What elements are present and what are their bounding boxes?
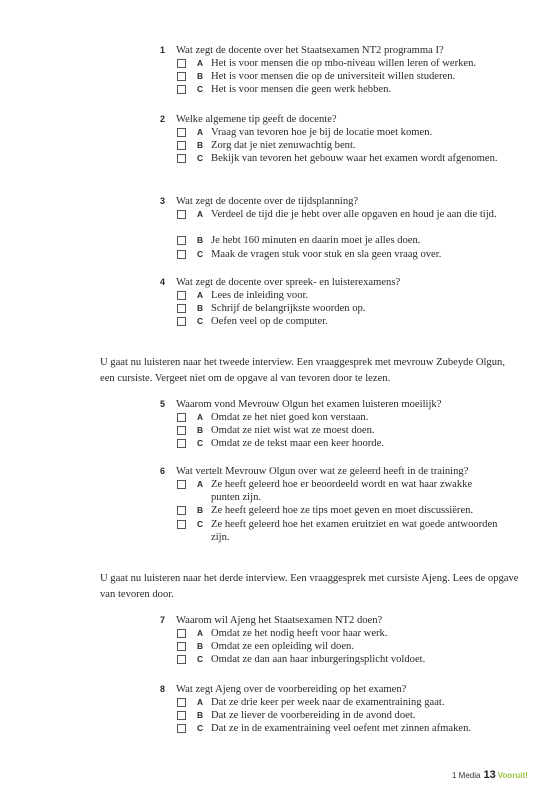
question-3 (160, 195, 510, 261)
option-letter: A (197, 697, 204, 707)
option-letter: C (197, 438, 204, 449)
answer-checkbox[interactable] (177, 210, 186, 219)
option-text: Oefen veel op de computer. (211, 316, 328, 328)
option-text: Dat ze liever de voorbereiding in de avond doet. (211, 710, 416, 722)
option-a[interactable] (160, 478, 510, 504)
question-text: Waarom wil Ajeng het Staatsexamen NT2 doen? (176, 615, 383, 626)
option-text: Omdat ze een opleiding wil doen. (211, 641, 354, 653)
option-c[interactable] (160, 248, 510, 261)
option-text: Maak de vragen stuk voor stuk en sla geen vraag over. (211, 248, 442, 260)
option-letter: B (197, 71, 204, 82)
option-b[interactable] (160, 504, 510, 517)
option-letter: A (197, 412, 204, 422)
question-number: 1 (160, 45, 166, 55)
answer-checkbox[interactable] (177, 724, 186, 733)
question-6 (160, 465, 510, 544)
option-text: Verdeel de tijd die je hebt over alle opgaven en houd je aan die tijd. (211, 209, 497, 220)
option-text: Omdat ze het niet goed kon verstaan. (211, 412, 369, 423)
option-letter: B (197, 425, 204, 436)
option-letter: C (197, 518, 204, 529)
answer-checkbox[interactable] (177, 59, 186, 68)
option-letter: C (197, 84, 204, 95)
option-b[interactable] (160, 139, 510, 152)
answer-checkbox[interactable] (177, 629, 186, 638)
answer-checkbox[interactable] (177, 250, 186, 259)
question-text: Wat zegt de docente over de tijdsplanning? (176, 196, 359, 207)
question-number: 8 (160, 684, 166, 694)
option-letter: C (197, 654, 204, 665)
option-text: Ze heeft geleerd hoe het examen eruitziet en wat goede antwoorden zijn. (211, 518, 498, 543)
option-text: Schrijf de belangrijkste woorden op. (211, 303, 366, 315)
option-a[interactable] (160, 289, 510, 302)
question-header (160, 276, 510, 289)
answer-checkbox[interactable] (177, 154, 186, 163)
answer-checkbox[interactable] (177, 506, 186, 515)
option-c[interactable] (160, 315, 510, 328)
option-c[interactable] (160, 722, 510, 735)
option-letter: A (197, 58, 204, 68)
option-a[interactable] (160, 57, 510, 70)
option-text: Het is voor mensen die op de universiteit willen studeren. (211, 71, 456, 83)
answer-checkbox[interactable] (177, 711, 186, 720)
answer-checkbox[interactable] (177, 480, 186, 489)
option-c[interactable] (160, 152, 510, 178)
option-text: Lees de inleiding voor. (211, 290, 309, 301)
option-text: Omdat ze het nodig heeft voor haar werk. (211, 628, 388, 639)
option-letter: B (197, 505, 204, 516)
answer-checkbox[interactable] (177, 304, 186, 313)
option-text: Dat ze drie keer per week naar de examentraining gaat. (211, 697, 445, 708)
question-text: Wat zegt de docente over spreek- en luisterexamens? (176, 277, 401, 288)
section-label: 1 Media (452, 771, 481, 780)
option-text: Het is voor mensen die op mbo-niveau willen leren of werken. (211, 58, 477, 69)
option-letter: B (197, 641, 204, 652)
option-c[interactable] (160, 653, 510, 666)
answer-checkbox[interactable] (177, 655, 186, 664)
option-a[interactable] (160, 411, 510, 424)
question-header (160, 398, 510, 411)
option-letter: A (197, 479, 204, 489)
option-a[interactable] (160, 627, 510, 640)
option-text: Bekijk van tevoren het gebouw waar het examen wordt afgenomen. (211, 153, 498, 165)
option-c[interactable] (160, 437, 510, 450)
option-text: Je hebt 160 minuten en daarin moet je alles doen. (211, 235, 421, 247)
instruction-interview-2: U gaat nu luisteren naar het tweede interview. Een vraaggesprek met mevrouw Zubeyde Olgun, een cursiste. Vergeet niet om de opgave al van tevoren door te lezen. (100, 357, 505, 384)
option-text: Omdat ze dan aan haar inburgeringsplicht voldoet. (211, 654, 426, 666)
option-letter: B (197, 140, 204, 151)
question-header (160, 113, 510, 126)
option-letter: A (197, 628, 204, 638)
question-header (160, 683, 510, 696)
question-header (160, 614, 510, 627)
question-text: Waarom vond Mevrouw Olgun het examen luisteren moeilijk? (176, 399, 442, 410)
question-header (160, 195, 510, 208)
page-number: 13 (483, 769, 496, 781)
question-text: Wat vertelt Mevrouw Olgun over wat ze geleerd heeft in de training? (176, 466, 469, 477)
answer-checkbox[interactable] (177, 236, 186, 245)
question-number: 3 (160, 196, 166, 206)
question-number: 5 (160, 399, 166, 409)
option-letter: A (197, 290, 204, 300)
brand-label: Vooruit! (497, 771, 528, 780)
question-number: 7 (160, 615, 166, 625)
question-5 (160, 398, 510, 451)
question-text: Welke algemene tip geeft de docente? (176, 114, 337, 125)
option-text: Omdat ze de tekst maar een keer hoorde. (211, 438, 384, 450)
question-number: 4 (160, 277, 166, 287)
option-letter: C (197, 248, 204, 259)
option-letter: A (197, 127, 204, 137)
page-footer (452, 765, 528, 783)
option-a[interactable] (160, 126, 510, 139)
question-number: 6 (160, 466, 166, 476)
answer-checkbox[interactable] (177, 520, 186, 529)
answer-checkbox[interactable] (177, 72, 186, 81)
option-c[interactable] (160, 518, 510, 544)
instruction-interview-3: U gaat nu luisteren naar het derde interview. Een vraaggesprek met cursiste Ajeng. Lees de opgave van tevoren door. (100, 573, 519, 600)
answer-checkbox[interactable] (177, 291, 186, 300)
answer-checkbox[interactable] (177, 413, 186, 422)
answer-checkbox[interactable] (177, 85, 186, 94)
option-text: Dat ze in de examentraining veel oefent met zinnen afmaken. (211, 723, 472, 735)
option-c[interactable] (160, 83, 510, 96)
option-letter: C (197, 316, 204, 327)
question-7 (160, 614, 510, 667)
option-b[interactable] (160, 709, 510, 722)
option-b[interactable] (160, 234, 510, 247)
option-text: Ze heeft geleerd hoe ze tips moet geven en moet discussiëren. (211, 505, 474, 517)
question-4 (160, 276, 510, 329)
question-text: Wat zegt de docente over het Staatsexamen NT2 programma I? (176, 45, 444, 56)
question-1 (160, 44, 510, 97)
answer-checkbox[interactable] (177, 426, 186, 435)
question-text: Wat zegt Ajeng over de voorbereiding op het examen? (176, 684, 407, 695)
option-b[interactable] (160, 70, 510, 83)
question-number: 2 (160, 114, 166, 124)
option-text: Omdat ze niet wist wat ze moest doen. (211, 425, 375, 437)
option-text: Ze heeft geleerd hoe er beoordeeld wordt en wat haar zwakke punten zijn. (211, 479, 473, 504)
option-b[interactable] (160, 640, 510, 653)
option-letter: A (197, 209, 204, 219)
answer-checkbox[interactable] (177, 439, 186, 448)
option-letter: B (197, 710, 204, 721)
option-letter: B (197, 235, 204, 246)
option-b[interactable] (160, 424, 510, 437)
answer-checkbox[interactable] (177, 141, 186, 150)
option-text: Vraag van tevoren hoe je bij de locatie moet komen. (211, 127, 433, 138)
question-header (160, 465, 510, 478)
option-a[interactable] (160, 696, 510, 709)
answer-checkbox[interactable] (177, 698, 186, 707)
answer-checkbox[interactable] (177, 128, 186, 137)
option-letter: C (197, 153, 204, 164)
option-a[interactable] (160, 208, 510, 234)
question-header (160, 44, 510, 57)
answer-checkbox[interactable] (177, 317, 186, 326)
option-text: Het is voor mensen die geen werk hebben. (211, 84, 392, 96)
question-2 (160, 113, 510, 179)
option-b[interactable] (160, 302, 510, 315)
option-letter: B (197, 303, 204, 314)
option-text: Zorg dat je niet zenuwachtig bent. (211, 140, 356, 152)
question-8 (160, 683, 510, 736)
answer-checkbox[interactable] (177, 642, 186, 651)
option-letter: C (197, 723, 204, 734)
